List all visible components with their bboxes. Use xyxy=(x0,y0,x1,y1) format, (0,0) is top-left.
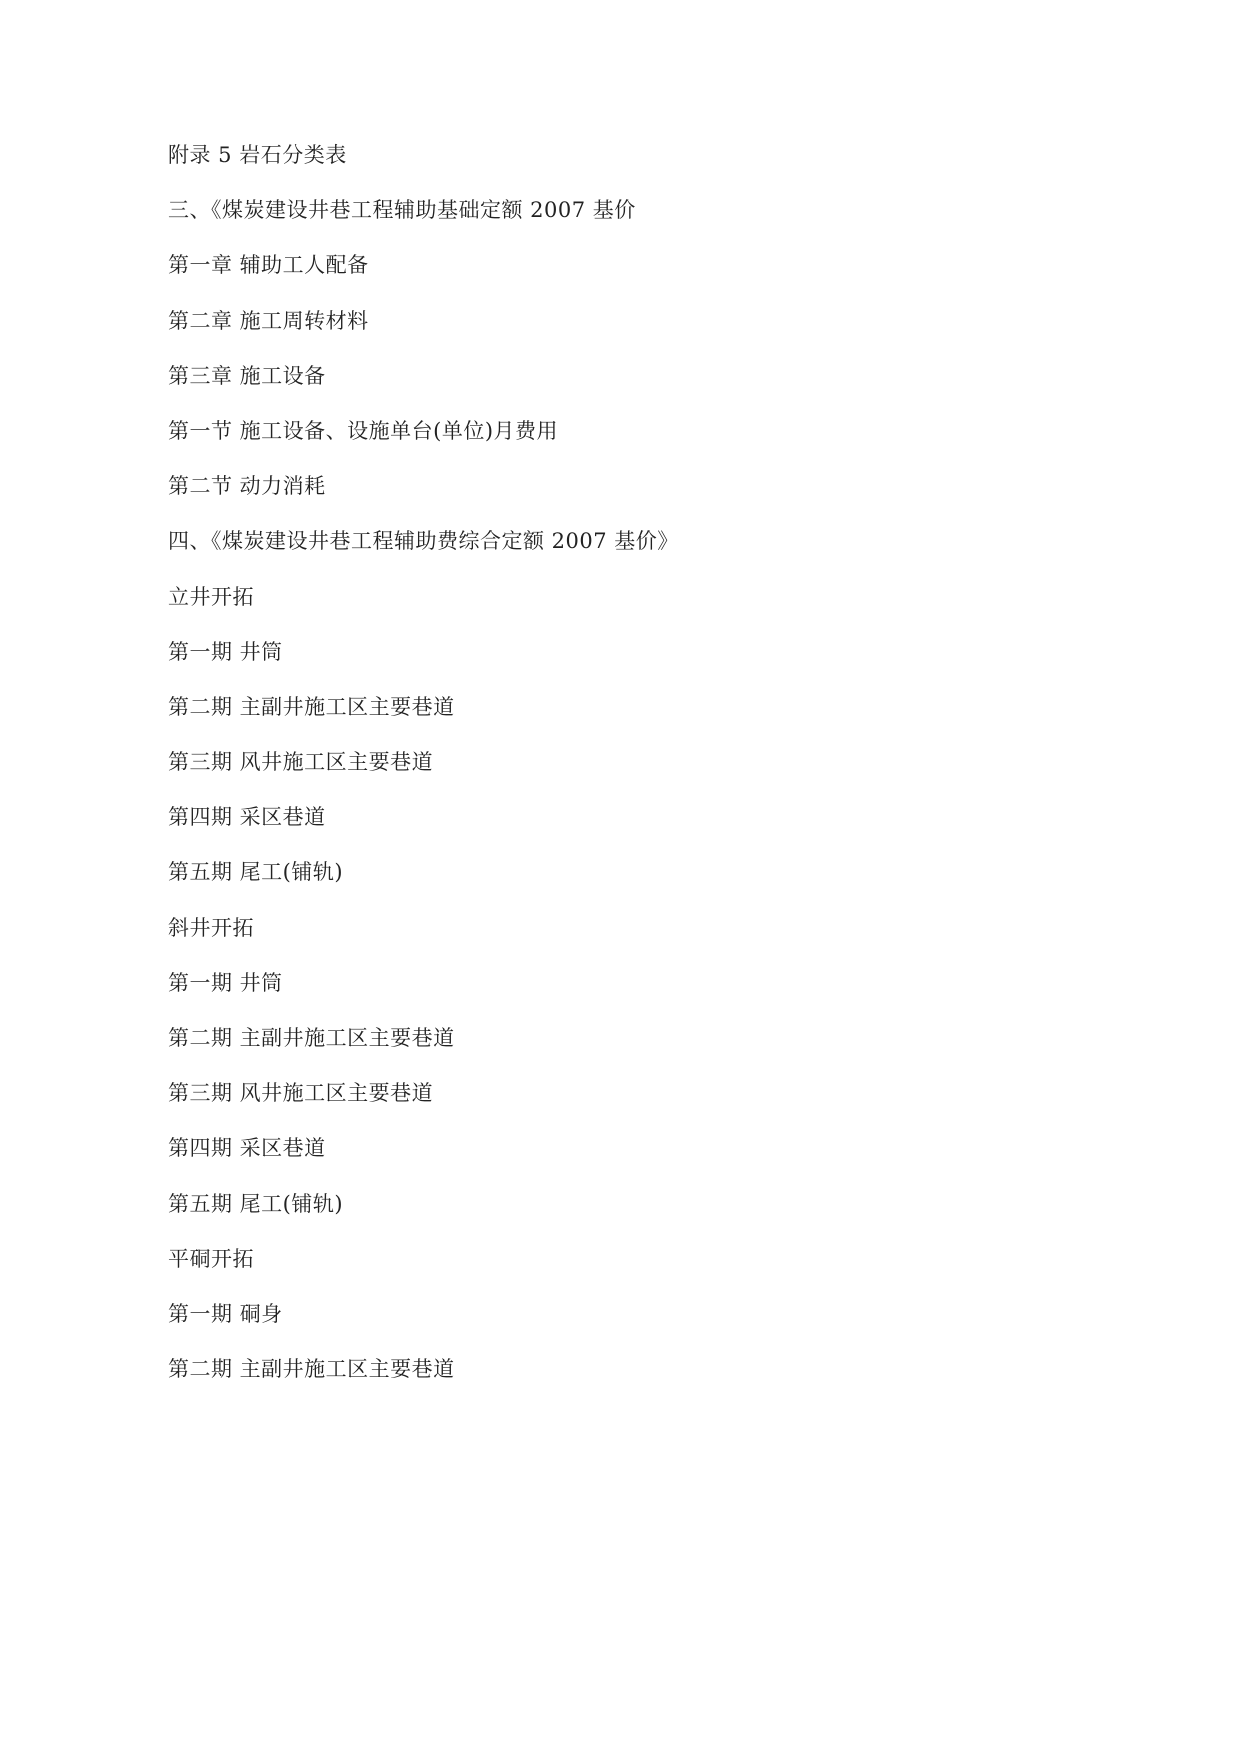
text-line-phase-3: 第三期 风井施工区主要巷道 xyxy=(168,1081,434,1106)
text-line-phase-4: 第四期 采区巷道 xyxy=(168,1136,326,1161)
text-line-section-1: 第一节 施工设备、设施单台(单位)月费用 xyxy=(168,418,559,443)
text-line-phase-1: 第一期 硐身 xyxy=(168,1301,283,1326)
text-line-phase-5: 第五期 尾工(铺轨) xyxy=(168,860,344,885)
text-line-vertical-shaft-heading: 立井开拓 xyxy=(168,584,254,609)
text-line-adit-heading: 平硐开拓 xyxy=(168,1246,254,1271)
text-line-phase-5: 第五期 尾工(铺轨) xyxy=(168,1191,344,1216)
text-line-chapter-2: 第二章 施工周转材料 xyxy=(168,308,369,333)
text-line-phase-1: 第一期 井筒 xyxy=(168,639,283,664)
text-line-appendix-5: 附录 5 岩石分类表 xyxy=(168,143,347,167)
text-line-section-3-title: 三、《煤炭建设井巷工程辅助基础定额 2007 基价 xyxy=(168,198,636,223)
text-line-section-4-title: 四、《煤炭建设井巷工程辅助费综合定额 2007 基价》 xyxy=(168,529,679,554)
text-line-phase-2: 第二期 主副井施工区主要巷道 xyxy=(168,1357,455,1382)
text-line-phase-2: 第二期 主副井施工区主要巷道 xyxy=(168,1026,455,1050)
text-line-phase-3: 第三期 风井施工区主要巷道 xyxy=(168,750,434,775)
text-line-phase-4: 第四期 采区巷道 xyxy=(168,805,326,830)
document-body xyxy=(168,140,679,1409)
text-line-chapter-1: 第一章 辅助工人配备 xyxy=(168,253,369,278)
text-line-phase-2: 第二期 主副井施工区主要巷道 xyxy=(168,694,455,719)
text-line-phase-1: 第一期 井筒 xyxy=(168,970,283,995)
text-line-chapter-3: 第三章 施工设备 xyxy=(168,363,326,388)
text-line-inclined-shaft-heading: 斜井开拓 xyxy=(168,915,254,940)
text-line-section-2: 第二节 动力消耗 xyxy=(168,474,326,499)
